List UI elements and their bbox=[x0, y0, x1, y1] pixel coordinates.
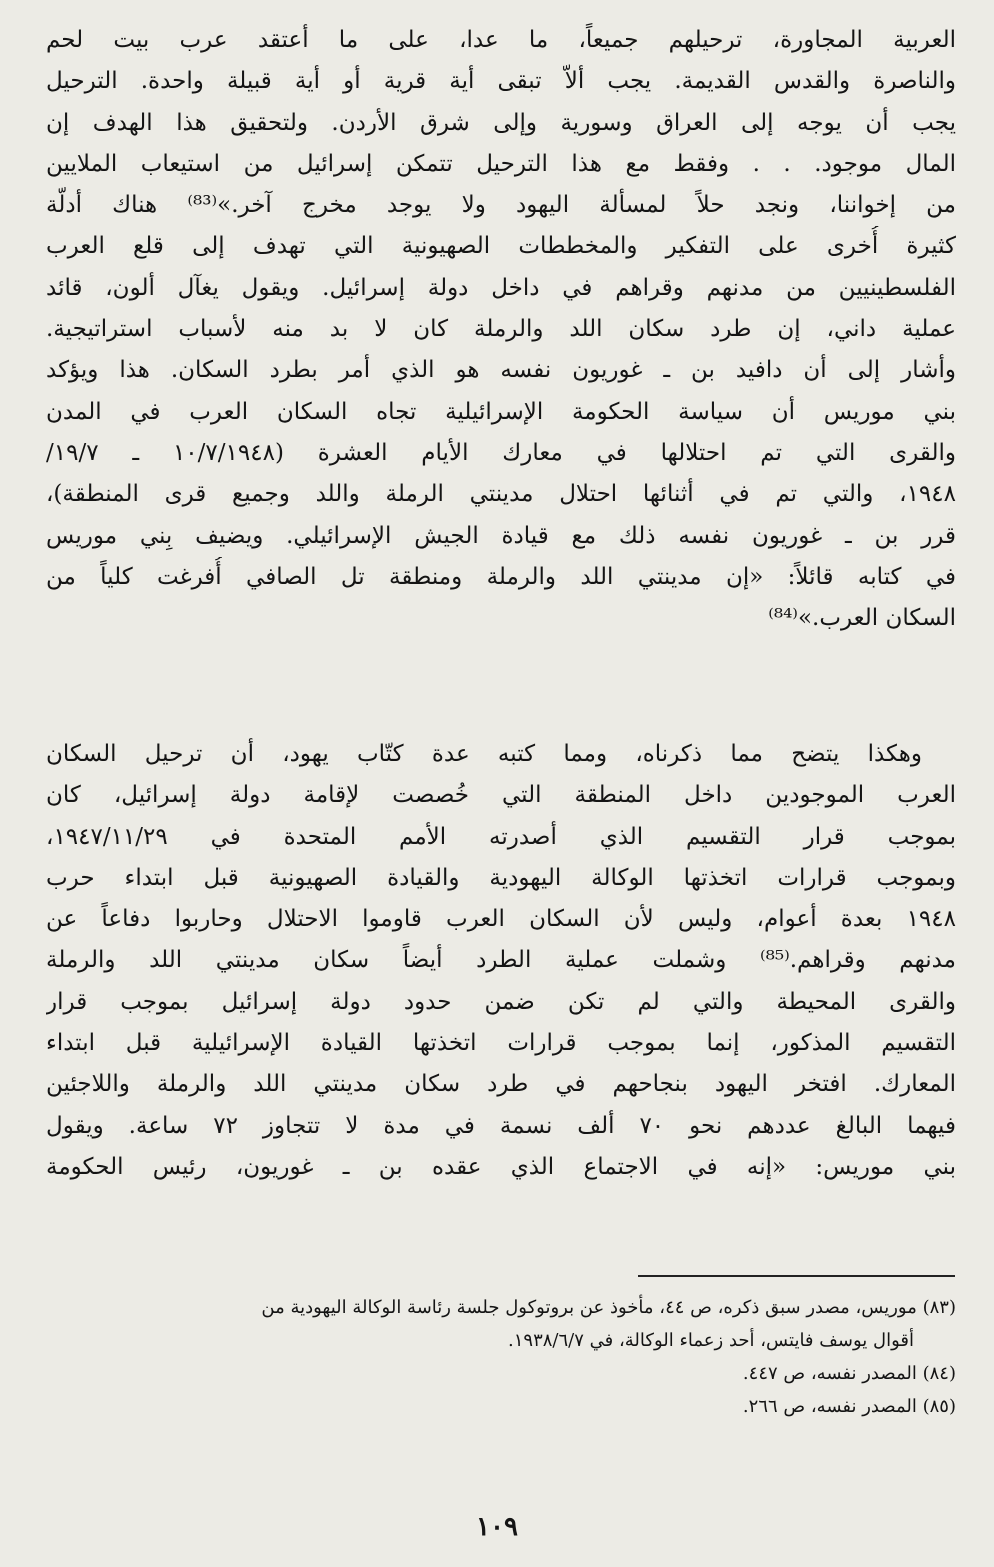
text-line: قرر بن ـ غوريون نفسه ذلك مع قيادة الجيش الإسرائيلي. ويضيف بِني موريس bbox=[46, 522, 956, 549]
footnotes bbox=[46, 1291, 956, 1423]
text-line: من إخواننا، ونجد حلاً لمسألة اليهود ولا يوجد مخرج آخر.»⁽⁸³⁾ هناك أدلّة bbox=[46, 192, 956, 219]
text-line: وبموجب قرارات اتخذتها الوكالة اليهودية والقيادة الصهيونية قبل ابتداء حرب bbox=[46, 864, 956, 891]
text-line: مدنهم وقراهم.⁽⁸⁵⁾ وشملت عملية الطرد أيضاً سكان مدينتي اللد والرملة bbox=[46, 947, 956, 974]
text-line: يجب أن يوجه إلى العراق وسورية وإلى شرق الأردن. ولتحقيق هذا الهدف إن bbox=[46, 109, 956, 136]
text-line: المعارك. افتخر اليهود بنجاحهم في طرد سكان مدينتي اللد والرملة واللاجئين bbox=[46, 1071, 956, 1098]
paragraph-1 bbox=[46, 20, 956, 639]
footnote-84: (٨٤) المصدر نفسه، ص ٤٤٧. bbox=[742, 1363, 956, 1384]
text-line: وأشار إلى أن دافيد بن ـ غوريون نفسه هو الذي أمر بطرد السكان. هذا ويؤكد bbox=[46, 357, 956, 384]
text-line: وهكذا يتضح مما ذكرناه، ومما كتبه عدة كتّاب يهود، أن ترحيل السكان bbox=[46, 741, 922, 767]
text-line: ١٩٤٨ بعدة أعوام، وليس لأن السكان العرب قاوموا الاحتلال وحاربوا دفاعاً عن bbox=[46, 906, 956, 933]
footnote-divider bbox=[638, 1275, 955, 1277]
text-line: التقسيم المذكور، إنما بموجب قرارات اتخذتها القيادة الإسرائيلية قبل ابتداء bbox=[46, 1030, 956, 1057]
text-line: العربية المجاورة، ترحيلهم جميعاً، ما عدا، على ما أعتقد عرب بيت لحم bbox=[46, 27, 956, 53]
text-line: بني موريس: «إنه في الاجتماع الذي عقده بن ـ غوريون، رئيس الحكومة bbox=[46, 1153, 956, 1180]
footnote-85: (٨٥) المصدر نفسه، ص ٢٦٦. bbox=[742, 1396, 956, 1417]
text-line: الفلسطينيين من مدنهم وقراهم في داخل دولة إسرائيل. ويقول يغآل ألون، قائد bbox=[46, 274, 956, 301]
text-line: المال موجود. . . وفقط مع هذا الترحيل تتمكن إسرائيل من استيعاب الملايين bbox=[46, 150, 956, 177]
text-line: العرب الموجودين داخل المنطقة التي خُصصت لإقامة دولة إسرائيل، كان bbox=[46, 782, 956, 809]
paragraph-2 bbox=[46, 734, 956, 1188]
text-line: والقرى التي تم احتلالها في معارك الأيام العشرة (١٠/٧/١٩٤٨ ـ ١٩/٧/ bbox=[46, 439, 956, 466]
footnote-83: (٨٣) موريس، مصدر سبق ذكره، ص ٤٤، مأخوذ عن بروتوكول جلسة رئاسة الوكالة اليهودية من bbox=[261, 1297, 956, 1318]
text-line: كثيرة أُخرى على التفكير والمخططات الصهيونية التي تهدف إلى قلع العرب bbox=[46, 233, 956, 260]
text-line: فيهما البالغ عددهم نحو ٧٠ ألف نسمة في مدة لا تتجاوز ٧٢ ساعة. ويقول bbox=[46, 1112, 956, 1139]
text-line: والناصرة والقدس القديمة. يجب ألاّ تبقى أية قرية أو أية قبيلة واحدة. الترحيل bbox=[46, 68, 956, 95]
page-number: ١٠٩ bbox=[476, 1512, 518, 1542]
text-line: في كتابه قائلاً: «إن مدينتي اللد والرملة ومنطقة تل الصافي أُفرغت كلياً من bbox=[46, 563, 956, 590]
text-line: والقرى المحيطة والتي لم تكن ضمن حدود دولة إسرائيل بموجب قرار bbox=[46, 988, 956, 1015]
text-line: السكان العرب.»⁽⁸⁴⁾ bbox=[768, 605, 956, 632]
text-line: بني موريس أن سياسة الحكومة الإسرائيلية تجاه السكان العرب في المدن bbox=[46, 398, 956, 425]
footnote-83-continued: أقوال يوسف فايتس، أحد زعماء الوكالة، في ١٩٣٨/٦/٧. bbox=[508, 1330, 914, 1351]
text-line: عملية داني، إن طرد سكان اللد والرملة كان لا بد منه لأسباب استراتيجية. bbox=[46, 316, 956, 343]
text-line: ١٩٤٨، والتي تم في أثنائها احتلال مدينتي الرملة واللد وجميع قرى المنطقة)، bbox=[46, 481, 956, 508]
text-line: بموجب قرار التقسيم الذي أصدرته الأمم المتحدة في ١٩٤٧/١١/٢٩، bbox=[46, 823, 956, 850]
